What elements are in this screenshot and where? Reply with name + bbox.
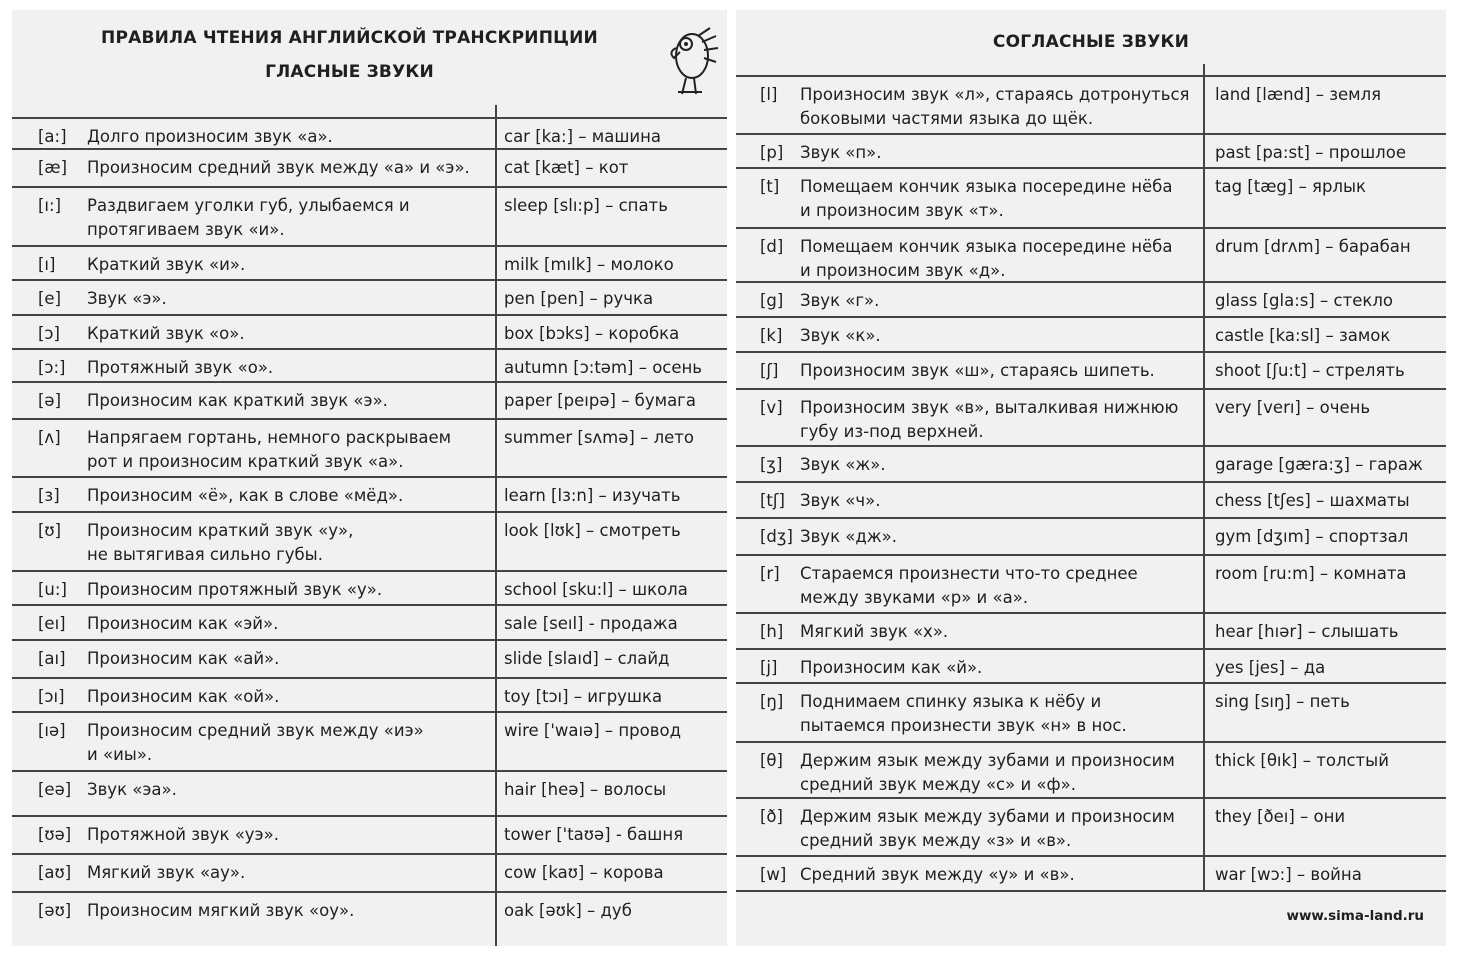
phonetic-symbol: [ð]: [760, 807, 783, 826]
table-row: [736, 75, 1446, 133]
phonetic-symbol: [з]: [38, 486, 60, 505]
parrot-logo-icon: [662, 22, 720, 98]
table-row: [12, 604, 727, 639]
pronunciation-rule: Долго произносим звук «а».: [87, 127, 333, 146]
phonetic-symbol: [aı]: [38, 649, 66, 668]
table-row: [12, 279, 727, 314]
table-row: [12, 815, 727, 853]
phonetic-symbol: [eə]: [38, 780, 72, 799]
pronunciation-rule: Произносим средний звук между «иэ» и «иы».: [87, 721, 424, 764]
pronunciation-rule: Звук «дж».: [800, 527, 897, 546]
table-row: [12, 711, 727, 770]
example-word: oak [əʊk] – дуб: [504, 901, 632, 920]
example-word: summer [sʌmə] – лето: [504, 428, 694, 447]
column-divider: [495, 105, 497, 946]
table-bottom-border: [736, 890, 1446, 892]
pronunciation-rule: Краткий звук «и».: [87, 255, 246, 274]
pronunciation-rule: Звук «к».: [800, 326, 881, 345]
phonetic-symbol: [dʒ]: [760, 527, 793, 546]
table-row: [12, 314, 727, 348]
pronunciation-rule: Протяжной звук «уэ».: [87, 825, 279, 844]
vowels-page: [12, 10, 727, 946]
example-word: cat [kæt] – кот: [504, 158, 629, 177]
table-row: [736, 227, 1446, 281]
table-row: [736, 316, 1446, 351]
example-word: chess [tʃes] – шахматы: [1215, 491, 1410, 510]
table-row: [736, 797, 1446, 855]
pronunciation-rule: Мягкий звук «ау».: [87, 863, 246, 882]
phonetic-symbol: [θ]: [760, 751, 783, 770]
phonetic-symbol: [ɔı]: [38, 687, 65, 706]
example-word: tower ['taʊə] - башня: [504, 825, 684, 844]
pronunciation-rule: Произносим как «й».: [800, 658, 983, 677]
example-word: yes [jes] – да: [1215, 658, 1326, 677]
pronunciation-rule: Произносим как «ай».: [87, 649, 280, 668]
table-row: [12, 186, 727, 245]
phonetic-symbol: [ɔ]: [38, 324, 60, 343]
table-row: [12, 677, 727, 711]
pronunciation-rule: Звук «п».: [800, 143, 882, 162]
pronunciation-rule: Держим язык между зубами и произносим средний звук между «с» и «ф».: [800, 751, 1175, 794]
pronunciation-rule: Произносим «ё», как в слове «мёд».: [87, 486, 404, 505]
pronunciation-rule: Поднимаем спинку языка к нёбу и пытаемся произнести звук «н» в нос.: [800, 692, 1127, 735]
example-word: garage [gæra:ʒ] – гараж: [1215, 455, 1423, 474]
example-word: glass [gla:s] – стекло: [1215, 291, 1393, 310]
pronunciation-rule: Средний звук между «у» и «в».: [800, 865, 1075, 884]
table-row: [12, 381, 727, 418]
phonetic-symbol: [t]: [760, 177, 780, 196]
pronunciation-rule: Звук «э».: [87, 289, 167, 308]
page-title: ПРАВИЛА ЧТЕНИЯ АНГЛИЙСКОЙ ТРАНСКРИПЦИИ: [101, 28, 598, 48]
phonetic-symbol: [ʒ]: [760, 455, 783, 474]
phonetic-symbol: [u:]: [38, 580, 67, 599]
pronunciation-rule: Раздвигаем уголки губ, улыбаемся и протягиваем звук «и».: [87, 196, 410, 239]
pronunciation-rule: Произносим протяжный звук «у».: [87, 580, 383, 599]
example-word: autumn [ɔ:təm] – осень: [504, 358, 703, 377]
pronunciation-rule: Напрягаем гортань, немного раскрываем рот и произносим краткий звук «а».: [87, 428, 452, 471]
pronunciation-rule: Произносим звук «ш», стараясь шипеть.: [800, 361, 1155, 380]
example-word: slide [slaıd] – слайд: [504, 649, 670, 668]
pronunciation-rule: Произносим как «эй».: [87, 614, 279, 633]
table-row: [12, 245, 727, 279]
table-row: [736, 554, 1446, 612]
pronunciation-rule: Стараемся произнести что-то среднее между звуками «р» и «а».: [800, 564, 1138, 607]
phonetic-symbol: [ŋ]: [760, 692, 784, 711]
pronunciation-rule: Помещаем кончик языка посередине нёба и произносим звук «т».: [800, 177, 1173, 220]
phonetic-symbol: [eı]: [38, 614, 66, 633]
example-word: toy [tɔı] – игрушка: [504, 687, 663, 706]
example-word: room [ru:m] – комната: [1215, 564, 1407, 583]
table-row: [12, 770, 727, 815]
pronunciation-rule: Помещаем кончик языка посередине нёба и произносим звук «д».: [800, 237, 1173, 280]
pronunciation-rule: Звук «эа».: [87, 780, 177, 799]
phonetic-symbol: [ə]: [38, 391, 62, 410]
pronunciation-rule: Произносим звук «л», стараясь дотронуться боковыми частями языка до щёк.: [800, 85, 1190, 128]
pronunciation-rule: Мягкий звук «х».: [800, 622, 949, 641]
website-url: www.sima-land.ru: [1286, 908, 1424, 924]
table-row: [12, 570, 727, 604]
example-word: look [lʊk] – смотреть: [504, 521, 681, 540]
pronunciation-rule: Произносим как краткий звук «э».: [87, 391, 388, 410]
table-row: [12, 853, 727, 891]
table-row: [736, 612, 1446, 648]
consonants-heading: СОГЛАСНЫЕ ЗВУКИ: [992, 32, 1190, 52]
table-row: [12, 117, 727, 148]
pronunciation-rule: Звук «г».: [800, 291, 880, 310]
vowels-heading: ГЛАСНЫЕ ЗВУКИ: [265, 62, 434, 82]
pronunciation-rule: Произносим мягкий звук «оу».: [87, 901, 355, 920]
table-row: [12, 639, 727, 677]
pronunciation-rule: Произносим средний звук между «а» и «э».: [87, 158, 470, 177]
phonetic-symbol: [ıə]: [38, 721, 66, 740]
table-row: [12, 348, 727, 381]
table-row: [736, 855, 1446, 890]
phonetic-symbol: [æ]: [38, 158, 68, 177]
example-word: milk [mılk] – молоко: [504, 255, 674, 274]
phonetic-symbol: [k]: [760, 326, 783, 345]
example-word: car [ka:] – машина: [504, 127, 662, 146]
example-word: past [pa:st] – прошлое: [1215, 143, 1406, 162]
table-row: [12, 418, 727, 476]
phonetic-symbol: [p]: [760, 143, 784, 162]
table-row: [736, 445, 1446, 481]
example-word: sing [sıŋ] – петь: [1215, 692, 1350, 711]
example-word: paper [peıpə] – бумага: [504, 391, 696, 410]
table-row: [736, 167, 1446, 227]
table-row: [736, 682, 1446, 741]
example-word: very [verı] – очень: [1215, 398, 1371, 417]
phonetic-symbol: [ɔ:]: [38, 358, 66, 377]
table-row: [736, 351, 1446, 388]
example-word: pen [pen] – ручка: [504, 289, 654, 308]
phonetic-symbol: [v]: [760, 398, 783, 417]
example-word: sleep [slı:p] – спать: [504, 196, 668, 215]
table-row: [12, 476, 727, 511]
example-word: shoot [ʃu:t] – стрелять: [1215, 361, 1405, 380]
phonetic-symbol: [a:]: [38, 127, 67, 146]
phonetic-symbol: [h]: [760, 622, 784, 641]
pronunciation-rule: Произносим краткий звук «у», не вытягивая сильно губы.: [87, 521, 354, 564]
column-divider: [1203, 64, 1205, 890]
table-row: [736, 481, 1446, 517]
phonetic-symbol: [ı]: [38, 255, 56, 274]
example-word: drum [drʌm] – барабан: [1215, 237, 1411, 256]
example-word: war [wɔ:] – война: [1215, 865, 1362, 884]
phonetic-symbol: [ʊ]: [38, 521, 62, 540]
phonetic-symbol: [ʊə]: [38, 825, 72, 844]
phonetic-symbol: [j]: [760, 658, 778, 677]
example-word: school [sku:l] – школа: [504, 580, 688, 599]
pronunciation-rule: Краткий звук «о».: [87, 324, 245, 343]
pronunciation-rule: Звук «ж».: [800, 455, 886, 474]
example-word: hear [hıər] – слышать: [1215, 622, 1399, 641]
phonetic-symbol: [g]: [760, 291, 784, 310]
example-word: gym [dʒım] – спортзал: [1215, 527, 1409, 546]
phonetic-symbol: [w]: [760, 865, 787, 884]
example-word: cow [kaʊ] – корова: [504, 863, 664, 882]
consonants-page: [736, 10, 1446, 946]
example-word: learn [lз:n] – изучать: [504, 486, 681, 505]
example-word: land [lænd] – земля: [1215, 85, 1382, 104]
pronunciation-rule: Держим язык между зубами и произносим средний звук между «з» и «в».: [800, 807, 1175, 850]
phonetic-symbol: [əʊ]: [38, 901, 72, 920]
phonetic-symbol: [l]: [760, 85, 778, 104]
table-row: [736, 133, 1446, 167]
phonetic-symbol: [ʌ]: [38, 428, 61, 447]
table-row: [736, 741, 1446, 797]
example-word: box [bɔks] – коробка: [504, 324, 680, 343]
pronunciation-rule: Звук «ч».: [800, 491, 881, 510]
table-row: [736, 281, 1446, 316]
phonetic-symbol: [ʃ]: [760, 361, 779, 380]
pronunciation-rule: Протяжный звук «о».: [87, 358, 274, 377]
example-word: castle [ka:sl] – замок: [1215, 326, 1391, 345]
table-row: [736, 388, 1446, 445]
pronunciation-rule: Произносим звук «в», выталкивая нижнюю губу из-под верхней.: [800, 398, 1179, 441]
example-word: sale [seıl] - продажа: [504, 614, 678, 633]
phonetic-symbol: [ı:]: [38, 196, 62, 215]
phonetic-symbol: [r]: [760, 564, 780, 583]
table-row: [12, 511, 727, 570]
phonetic-symbol: [e]: [38, 289, 62, 308]
phonetic-symbol: [d]: [760, 237, 784, 256]
table-row: [12, 891, 727, 946]
table-row: [736, 648, 1446, 682]
example-word: hair [heə] – волосы: [504, 780, 667, 799]
phonetic-symbol: [tʃ]: [760, 491, 785, 510]
example-word: wire ['waıə] – провод: [504, 721, 681, 740]
table-row: [12, 148, 727, 186]
example-word: tag [tæg] – ярлык: [1215, 177, 1366, 196]
example-word: they [ðeı] – они: [1215, 807, 1346, 826]
example-word: thick [θık] – толстый: [1215, 751, 1389, 770]
phonetic-symbol: [aʊ]: [38, 863, 72, 882]
pronunciation-rule: Произносим как «ой».: [87, 687, 280, 706]
table-row: [736, 517, 1446, 554]
